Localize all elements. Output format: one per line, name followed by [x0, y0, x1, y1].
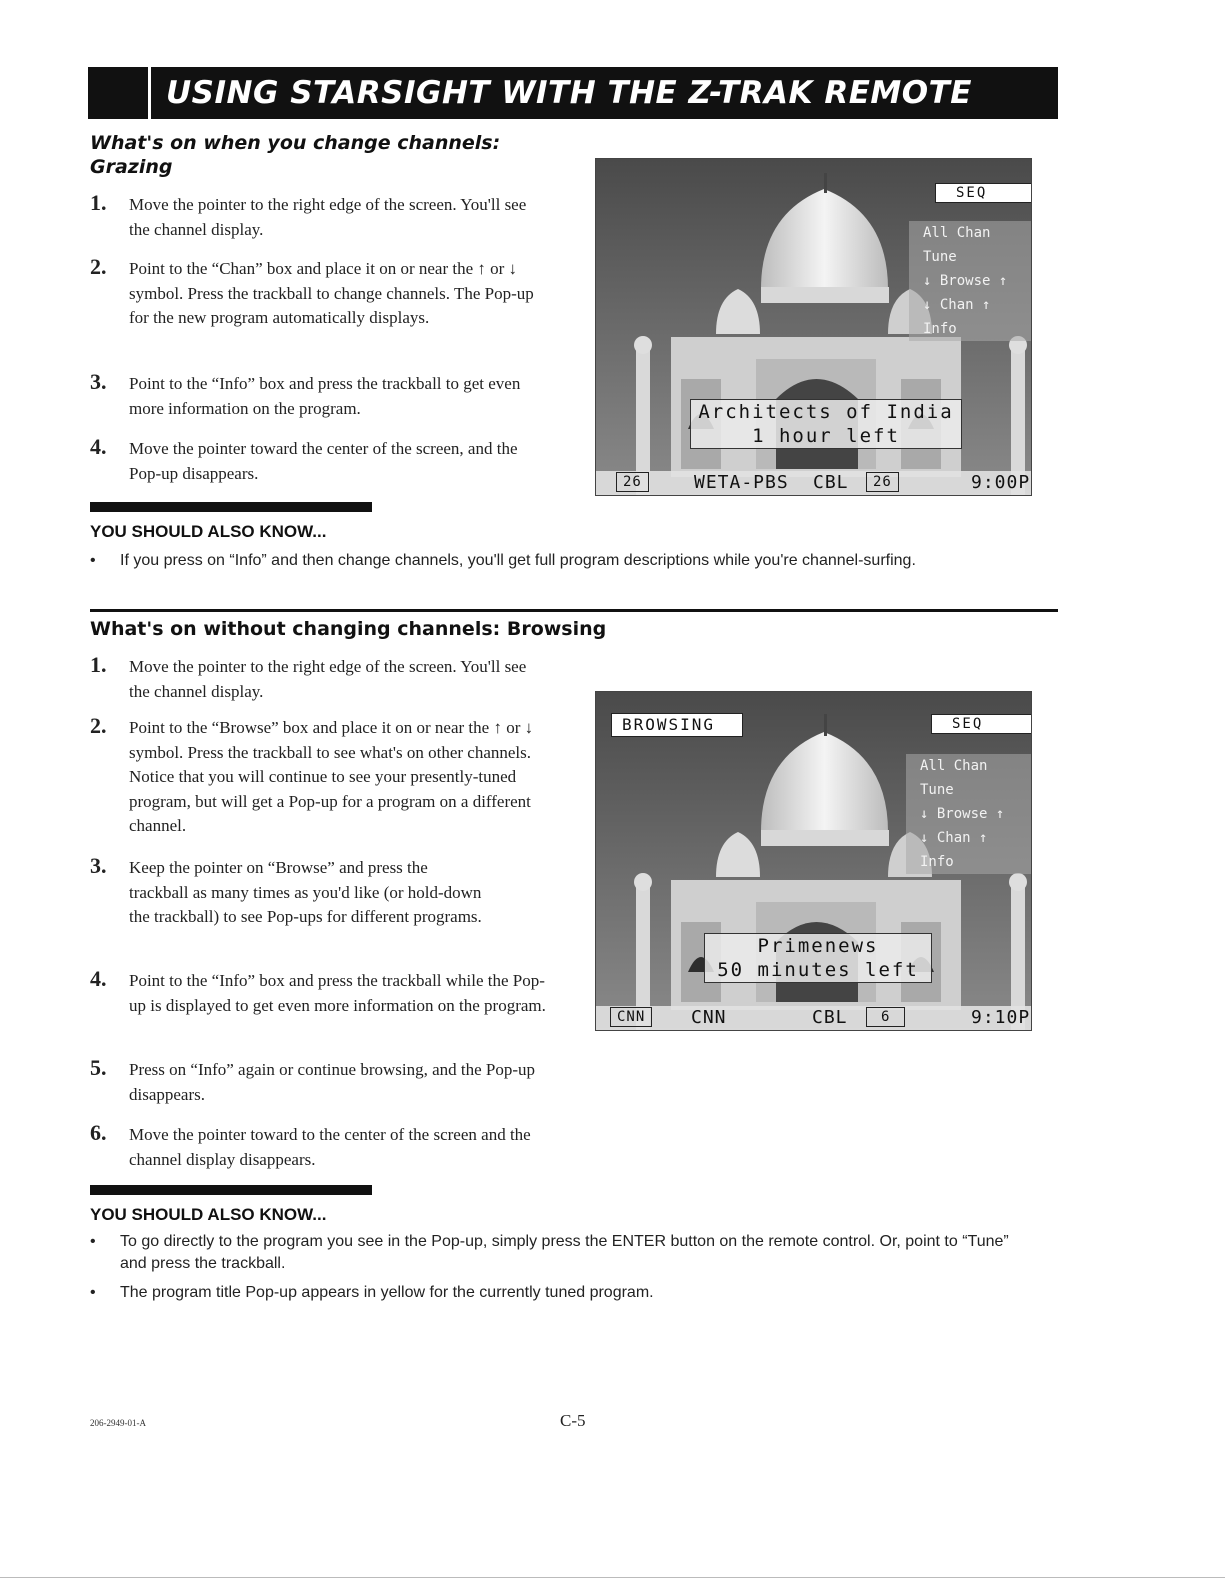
step-number: 4.	[90, 966, 107, 991]
source-label: CBL	[813, 472, 849, 493]
popup-title: Primenews	[757, 935, 879, 957]
banner-title: USING STARSIGHT WITH THE Z-TRAK REMOTE	[166, 75, 972, 111]
step-text: Keep the pointer on “Browse” and press the trackball as many times as you'd like (or hold-down the trackball) to see Pop-ups for different programs.	[129, 858, 482, 926]
tv-screen-browsing	[595, 691, 1032, 1031]
section1-know-heading: YOU SHOULD ALSO KNOW...	[90, 522, 327, 541]
step-number: 1.	[90, 190, 107, 215]
menu-item-browse[interactable]: ↓ Browse ↑	[920, 806, 1005, 822]
menu-item-browse[interactable]: ↓ Browse ↑	[923, 273, 1008, 289]
bullet-text: The program title Pop-up appears in yellow for the currently tuned program.	[120, 1284, 654, 1301]
step-number: 1.	[90, 652, 107, 677]
section2-step-3	[90, 853, 560, 930]
source-label: CBL	[812, 1007, 848, 1028]
step-text: Move the pointer to the right edge of the screen. You'll see the channel display.	[129, 657, 527, 701]
step-number: 5.	[90, 1055, 107, 1080]
bottom-edge-line	[0, 1577, 1225, 1578]
menu-item-chan[interactable]: ↓ Chan ↑	[920, 830, 988, 846]
step-text: Move the pointer toward to the center of the screen and the channel display disappears.	[129, 1125, 531, 1169]
clock-time: 9:10P	[971, 1007, 1031, 1028]
section-divider	[90, 609, 1058, 612]
bullet-text: If you press on “Info” and then change channels, you'll get full program descriptions while you're channel-surfing.	[120, 552, 916, 569]
channel-display-menu	[909, 221, 1031, 341]
page-number: C-5	[560, 1411, 586, 1430]
menu-item-tune[interactable]: Tune	[923, 249, 957, 265]
step-number: 2.	[90, 713, 107, 738]
step-number: 2.	[90, 254, 107, 279]
program-popup	[690, 399, 962, 449]
step-number: 3.	[90, 369, 107, 394]
bullet-dot: •	[90, 552, 96, 569]
popup-time-left: 1 hour left	[752, 425, 900, 447]
menu-item-info[interactable]: Info	[920, 854, 954, 870]
step-number: 4.	[90, 434, 107, 459]
step-number: 3.	[90, 853, 107, 878]
document-code: 206-2949-01-A	[90, 1418, 146, 1428]
section1-heading-line1: What's on when you change channels:	[90, 132, 501, 154]
section2-step-1	[90, 652, 560, 704]
channel-bar	[596, 1006, 1031, 1030]
step-text: Point to the “Chan” box and place it on or near the ↑ or ↓ symbol. Press the trackball to change channels. The Pop-up for the new program automatically displays.	[129, 259, 534, 327]
section1-know-bar	[90, 502, 372, 512]
bullet-dot: •	[90, 1233, 96, 1250]
station-name: CNN	[691, 1007, 727, 1028]
channel-number-box: CNN	[610, 1007, 652, 1027]
popup-title: Architects of India	[698, 401, 954, 423]
section2-step-2	[90, 713, 560, 839]
page-banner	[88, 67, 1058, 119]
step-text: Point to the “Info” box and press the trackball while the Pop-up is displayed to get even more information on the program.	[129, 971, 546, 1015]
step-text: Press on “Info” again or continue browsing, and the Pop-up disappears.	[129, 1060, 536, 1104]
source-channel-box: 6	[866, 1007, 905, 1027]
section2-heading: What's on without changing channels: Browsing	[90, 618, 607, 640]
menu-item-all-chan[interactable]: All Chan	[920, 758, 988, 774]
section1-step-4	[90, 434, 560, 486]
section1-heading-line2: Grazing	[90, 156, 173, 178]
banner-divider	[148, 67, 151, 119]
section2-step-5	[90, 1055, 560, 1107]
section1-step-2	[90, 254, 560, 331]
step-text: Move the pointer to the right edge of the screen. You'll see the channel display.	[129, 195, 527, 239]
menu-item-chan[interactable]: ↓ Chan ↑	[923, 297, 991, 313]
popup-time-left: 50 minutes left	[717, 959, 919, 981]
section1-step-3	[90, 369, 560, 421]
channel-number-box: 26	[616, 472, 649, 492]
browsing-indicator: BROWSING	[611, 713, 743, 737]
menu-item-info[interactable]: Info	[923, 321, 957, 337]
section2-step-4	[90, 966, 560, 1018]
step-text: Point to the “Info” box and press the trackball to get even more information on the program.	[129, 374, 521, 418]
source-channel-box: 26	[866, 472, 899, 492]
menu-item-all-chan[interactable]: All Chan	[923, 225, 991, 241]
clock-time: 9:00P	[971, 472, 1031, 493]
channel-bar	[596, 471, 1031, 495]
section2-know-bullet-2	[90, 1282, 1050, 1304]
step-text: Point to the “Browse” box and place it on or near the ↑ or ↓ symbol. Press the trackball to see what's on other channels. Notice that you will continue to see your presently-tuned program, but will get a Pop-up for a program on a different channel.	[129, 718, 534, 835]
seq-button[interactable]: SEQ	[935, 183, 1032, 203]
channel-display-menu	[906, 754, 1031, 874]
bullet-dot: •	[90, 1284, 96, 1301]
section1-step-1	[90, 190, 560, 242]
tv-screen-grazing	[595, 158, 1032, 496]
section2-know-heading: YOU SHOULD ALSO KNOW...	[90, 1205, 327, 1224]
menu-item-tune[interactable]: Tune	[920, 782, 954, 798]
bullet-text: To go directly to the program you see in the Pop-up, simply press the ENTER button on the remote control. Or, point to “Tune” and press the trackball.	[120, 1233, 1009, 1272]
station-name: WETA-PBS	[694, 472, 789, 493]
section1-heading	[90, 131, 500, 179]
section2-know-bar	[90, 1185, 372, 1195]
program-popup	[704, 933, 932, 983]
section2-step-6	[90, 1120, 560, 1172]
section1-know-bullet	[90, 550, 1050, 572]
seq-button[interactable]: SEQ	[931, 714, 1032, 734]
step-text: Move the pointer toward the center of the screen, and the Pop-up disappears.	[129, 439, 518, 483]
step-number: 6.	[90, 1120, 107, 1145]
section2-know-bullet-1	[90, 1231, 1050, 1275]
